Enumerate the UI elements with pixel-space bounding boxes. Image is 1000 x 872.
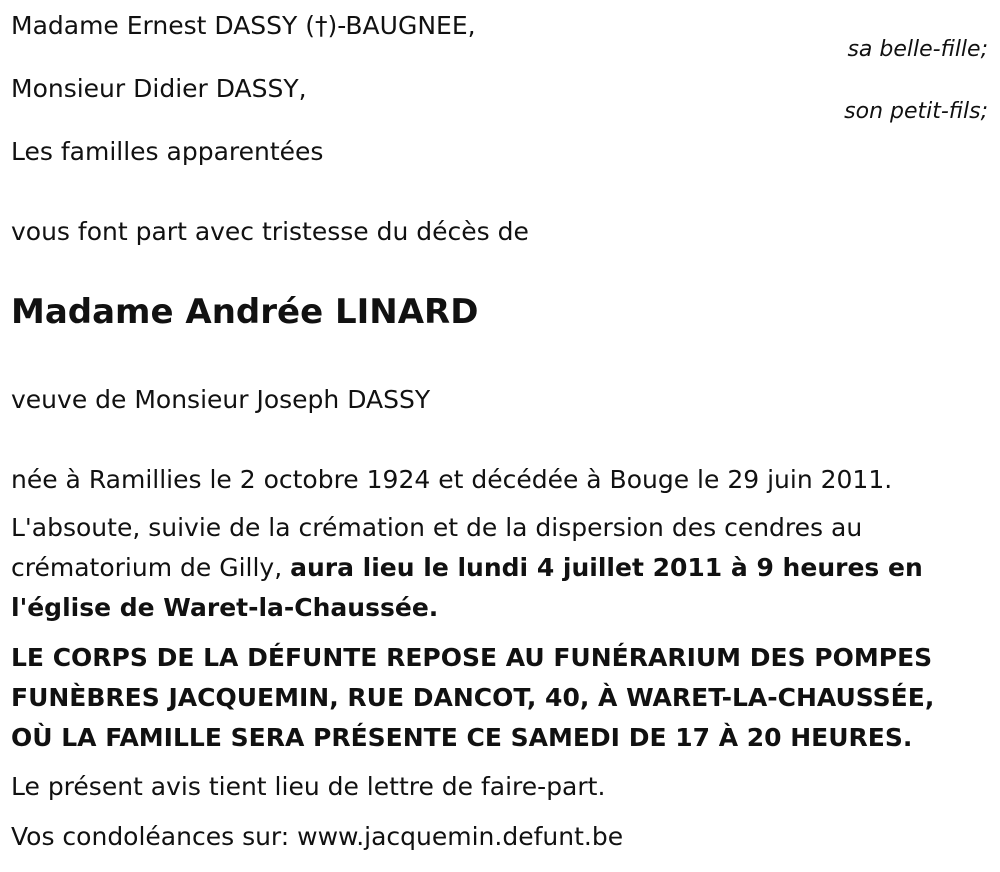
widow-line: veuve de Monsieur Joseph DASSY [11,385,431,414]
deceased-name: Madame Andrée LINARD [11,292,479,332]
announcer-1-relation: sa belle-fille; [847,37,988,62]
birth-death-line: née à Ramillies le 2 octobre 1924 et décédée à Bouge le 29 juin 2011. [11,465,893,494]
ceremony-details: aura lieu le lundi 4 juillet 2011 à 9 heures en l'église de Waret-la-Chaussée. [11,553,923,622]
visitation-paragraph: LE CORPS DE LA DÉFUNTE REPOSE AU FUNÉRARIUM DES POMPES FUNÈBRES JACQUEMIN, RUE DANCOT, 40, À WARET-LA-CHAUSSÉE, OÙ LA FAMILLE SERA PRÉSENTE CE SAMEDI DE 17 À 20 HEURES. [11,643,935,752]
ceremony-paragraph [11,508,971,628]
condolences-line: Vos condoléances sur: www.jacquemin.defunt.be [11,822,624,851]
announcer-1-name: Madame Ernest DASSY (†)-BAUGNEE, [11,11,476,40]
announcer-2-name: Monsieur Didier DASSY, [11,74,307,103]
announcer-3-name: Les familles apparentées [11,137,324,166]
notice-line: Le présent avis tient lieu de lettre de faire-part. [11,772,606,801]
intro-text: vous font part avec tristesse du décès de [11,217,529,246]
ceremony-intro: L'absoute, suivie de la crémation et de la dispersion des cendres au crématorium de Gilly, [11,513,863,582]
announcer-2-relation: son petit-fils; [844,99,988,124]
